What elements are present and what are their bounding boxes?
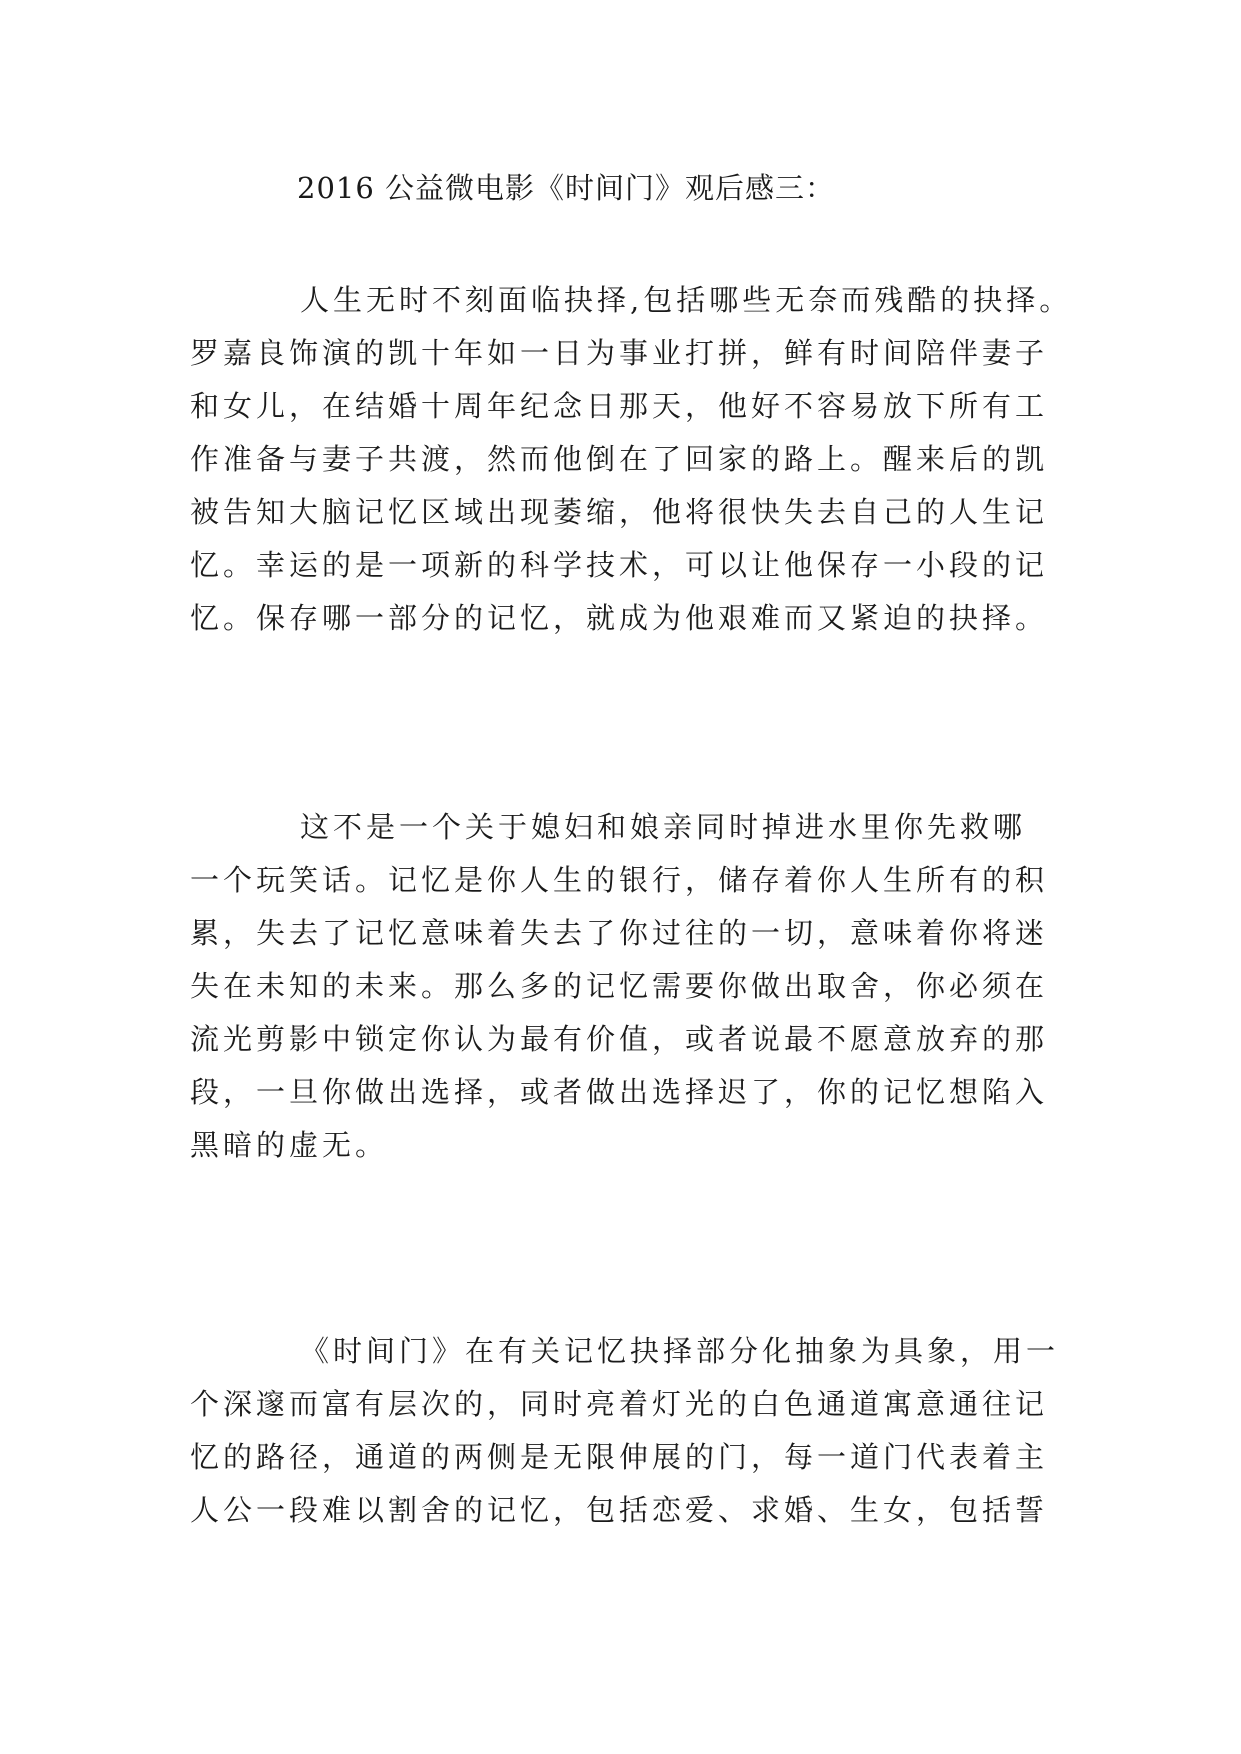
document-title: 2016 公益微电影《时间门》观后感三： xyxy=(297,171,836,205)
paragraph-line: 失在未知的未来。那么多的记忆需要你做出取舍，你必须在 xyxy=(190,969,1049,1003)
paragraph-line: 人公一段难以割舍的记忆，包括恋爱、求婚、生女，包括誓 xyxy=(190,1493,1049,1527)
paragraph-line: 忆。保存哪一部分的记忆，就成为他艰难而又紧迫的抉择。 xyxy=(190,601,1049,635)
paragraph-line: 一个玩笑话。记忆是你人生的银行，储存着你人生所有的积 xyxy=(190,863,1049,897)
paragraph-2 xyxy=(190,801,1090,1172)
paragraph-line: 忆。幸运的是一项新的科学技术，可以让他保存一小段的记 xyxy=(190,548,1049,582)
paragraph-1 xyxy=(190,274,1090,645)
paragraph-line: 黑暗的虚无。 xyxy=(190,1128,389,1162)
paragraph-line: 段，一旦你做出选择，或者做出选择迟了，你的记忆想陷入 xyxy=(190,1075,1049,1109)
paragraph-line: 被告知大脑记忆区域出现萎缩，他将很快失去自己的人生记 xyxy=(190,495,1049,529)
paragraph-line: 这不是一个关于媳妇和娘亲同时掉进水里你先救哪 xyxy=(300,810,1027,844)
paragraph-line: 罗嘉良饰演的凯十年如一日为事业打拼，鲜有时间陪伴妻子 xyxy=(190,336,1049,370)
paragraph-line: 流光剪影中锁定你认为最有价值，或者说最不愿意放弃的那 xyxy=(190,1022,1049,1056)
paragraph-line: 和女儿，在结婚十周年纪念日那天，他好不容易放下所有工 xyxy=(190,389,1049,423)
paragraph-line: 累，失去了记忆意味着失去了你过往的一切，意味着你将迷 xyxy=(190,916,1049,950)
paragraph-line: 忆的路径，通道的两侧是无限伸展的门，每一道门代表着主 xyxy=(190,1440,1049,1474)
paragraph-3 xyxy=(190,1325,1090,1537)
paragraph-line: 个深邃而富有层次的，同时亮着灯光的白色通道寓意通往记 xyxy=(190,1387,1049,1421)
paragraph-line: 《时间门》在有关记忆抉择部分化抽象为具象，用一 xyxy=(300,1334,1060,1368)
paragraph-line: 人生无时不刻面临抉择,包括哪些无奈而残酷的抉择。 xyxy=(300,283,1073,317)
paragraph-line: 作准备与妻子共渡，然而他倒在了回家的路上。醒来后的凯 xyxy=(190,442,1049,476)
